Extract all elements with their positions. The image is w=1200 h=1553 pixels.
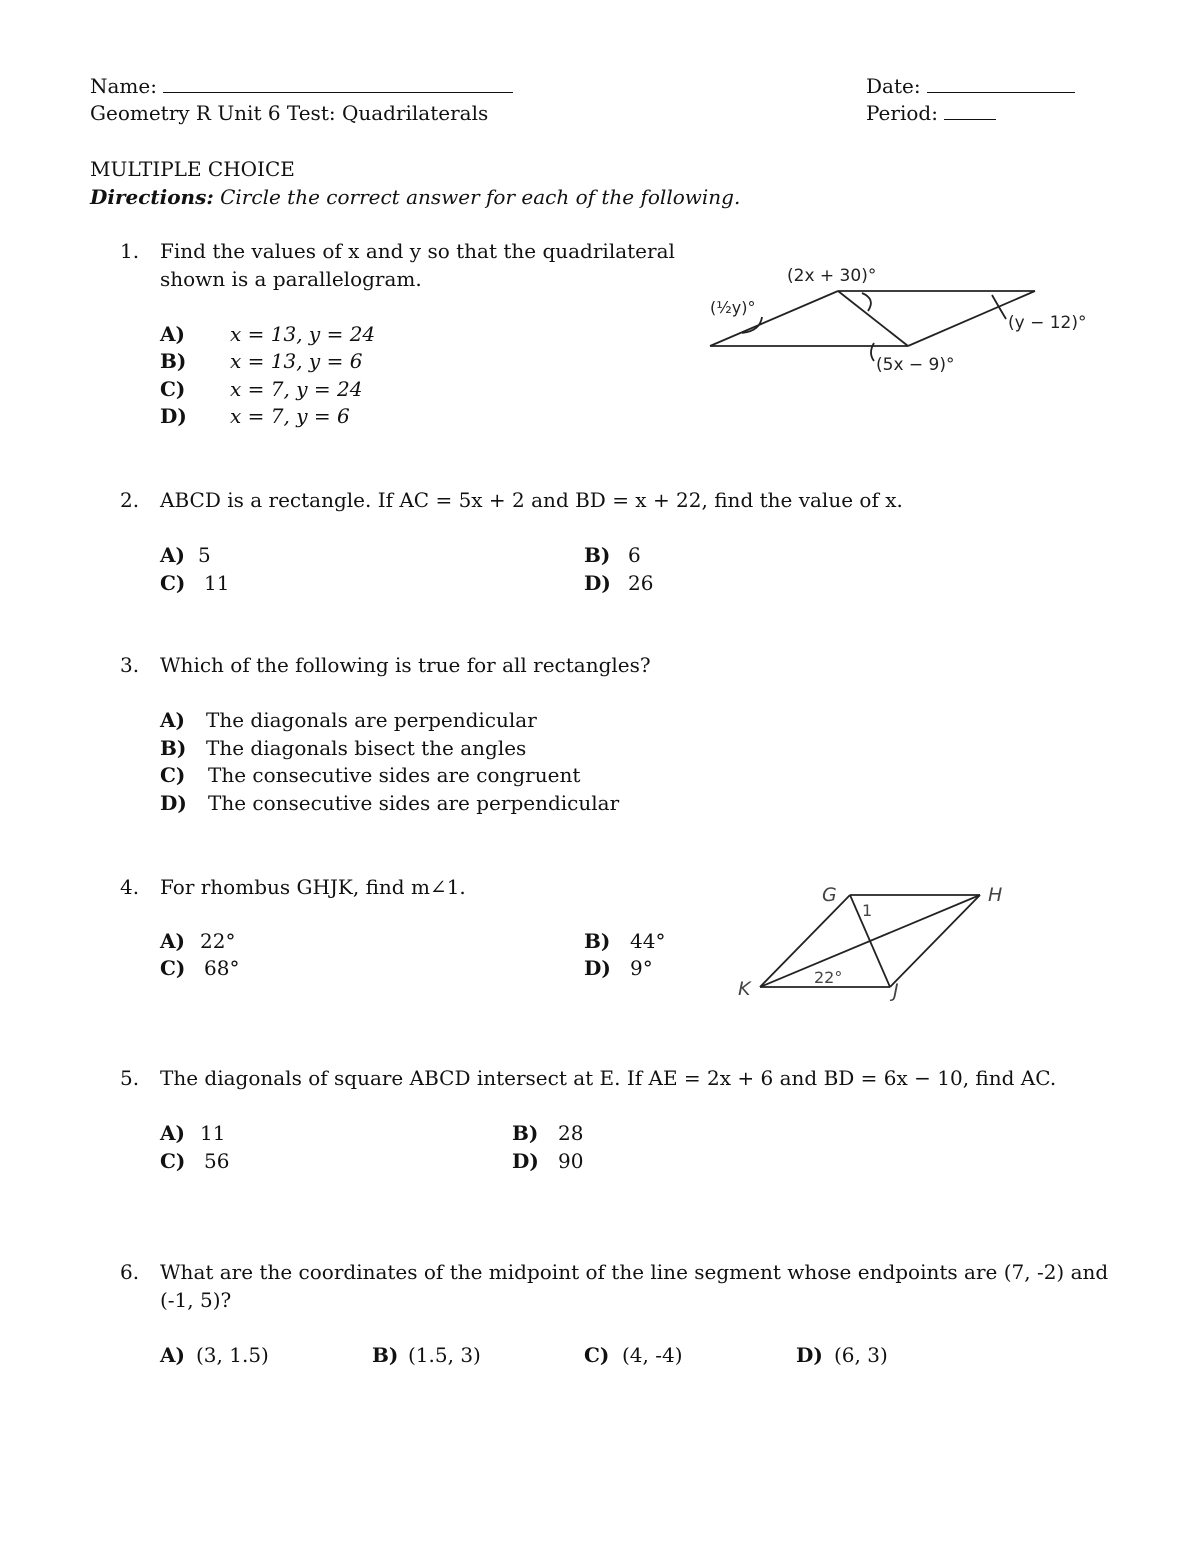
question-number: 2. — [120, 488, 140, 512]
period-label: Period: — [866, 101, 938, 125]
q5-option-b[interactable]: B) 28 — [512, 1121, 584, 1145]
parallelogram-figure — [690, 255, 1110, 385]
question-number: 6. — [120, 1260, 140, 1284]
period-blank[interactable] — [944, 99, 996, 120]
q1-option-c[interactable]: C) x = 7, y = 24 — [160, 377, 363, 401]
label-top-angle: (2x + 30)° — [787, 266, 877, 286]
q6-option-b[interactable]: B) (1.5, 3) — [372, 1343, 481, 1367]
q1-option-a[interactable]: A) x = 13, y = 24 — [160, 322, 376, 346]
vertex-h-label: H — [988, 884, 1003, 906]
directions-label: Directions: — [90, 185, 214, 209]
question-number: 4. — [120, 875, 140, 899]
q5-option-c[interactable]: C) 56 — [160, 1149, 230, 1173]
angle-arc-top — [862, 293, 871, 311]
question-text: For rhombus GHJK, find m∠1. — [160, 875, 466, 899]
question-1-line2: shown is a parallelogram. — [160, 267, 422, 291]
question-6 — [120, 1258, 1108, 1286]
angle-1-label: 1 — [862, 901, 873, 920]
label-bottom-angle: (5x − 9)° — [876, 355, 955, 375]
q3-option-a[interactable]: A) The diagonals are perpendicular — [160, 708, 537, 732]
q3-option-c[interactable]: C) The consecutive sides are congruent — [160, 763, 581, 787]
q4-option-d[interactable]: D) 9° — [584, 956, 653, 980]
q6-option-d[interactable]: D) (6, 3) — [796, 1343, 888, 1367]
q6-option-c[interactable]: C) (4, -4) — [584, 1343, 683, 1367]
q6-option-a[interactable]: A) (3, 1.5) — [160, 1343, 269, 1367]
rhombus-figure — [730, 875, 1030, 1005]
name-label: Name: — [90, 74, 157, 98]
test-title: Geometry R Unit 6 Test: Quadrilaterals — [90, 101, 489, 125]
question-3 — [120, 651, 651, 679]
vertex-g-label: G — [822, 884, 837, 906]
q4-option-a[interactable]: A) 22° — [160, 929, 236, 953]
question-text: ABCD is a rectangle. If AC = 5x + 2 and BD = x + 22, find the value of x. — [160, 488, 903, 512]
question-number: 5. — [120, 1066, 140, 1090]
question-text: Which of the following is true for all rectangles? — [160, 653, 651, 677]
question-number: 1. — [120, 239, 140, 263]
q1-option-b[interactable]: B) x = 13, y = 6 — [160, 349, 363, 373]
q3-option-d[interactable]: D) The consecutive sides are perpendicular — [160, 791, 620, 815]
directions-text: Circle the correct answer for each of the following. — [220, 185, 741, 209]
q3-option-b[interactable]: B) The diagonals bisect the angles — [160, 736, 527, 760]
question-text: Find the values of x and y so that the quadrilateral — [160, 239, 675, 263]
parallelogram-diagonal — [838, 291, 908, 346]
q4-option-c[interactable]: C) 68° — [160, 956, 240, 980]
q5-option-a[interactable]: A) 11 — [160, 1121, 226, 1145]
directions — [90, 183, 740, 211]
name-field — [90, 72, 513, 100]
question-6-line2: (-1, 5)? — [160, 1288, 232, 1312]
q4-option-b[interactable]: B) 44° — [584, 929, 666, 953]
label-right-angle: (y − 12)° — [1008, 313, 1087, 333]
q2-option-c[interactable]: C) 11 — [160, 571, 230, 595]
q2-option-a[interactable]: A) 5 — [160, 543, 211, 567]
question-text: The diagonals of square ABCD intersect at E. If AE = 2x + 6 and BD = 6x − 10, find AC. — [160, 1066, 1057, 1090]
label-left-angle: (½y)° — [710, 298, 756, 317]
vertex-j-label: J — [893, 980, 899, 1002]
vertex-k-label: K — [738, 978, 751, 1000]
q5-option-d[interactable]: D) 90 — [512, 1149, 584, 1173]
date-field — [866, 72, 1075, 100]
question-5 — [120, 1064, 1056, 1092]
angle-22-label: 22° — [814, 968, 843, 987]
question-text: What are the coordinates of the midpoint of the line segment whose endpoints are (7, -2) and — [160, 1260, 1109, 1284]
rhombus-side-jh — [890, 895, 980, 987]
q1-option-d[interactable]: D) x = 7, y = 6 — [160, 404, 350, 428]
date-blank[interactable] — [927, 72, 1075, 93]
angle-arc-right — [992, 295, 1006, 319]
question-2 — [120, 486, 903, 514]
question-number: 3. — [120, 653, 140, 677]
period-field — [866, 99, 996, 127]
name-blank[interactable] — [163, 72, 513, 93]
q2-option-b[interactable]: B) 6 — [584, 543, 641, 567]
section-heading: MULTIPLE CHOICE — [90, 157, 295, 181]
date-label: Date: — [866, 74, 921, 98]
question-1 — [120, 237, 675, 265]
question-4 — [120, 873, 466, 901]
q2-option-d[interactable]: D) 26 — [584, 571, 654, 595]
